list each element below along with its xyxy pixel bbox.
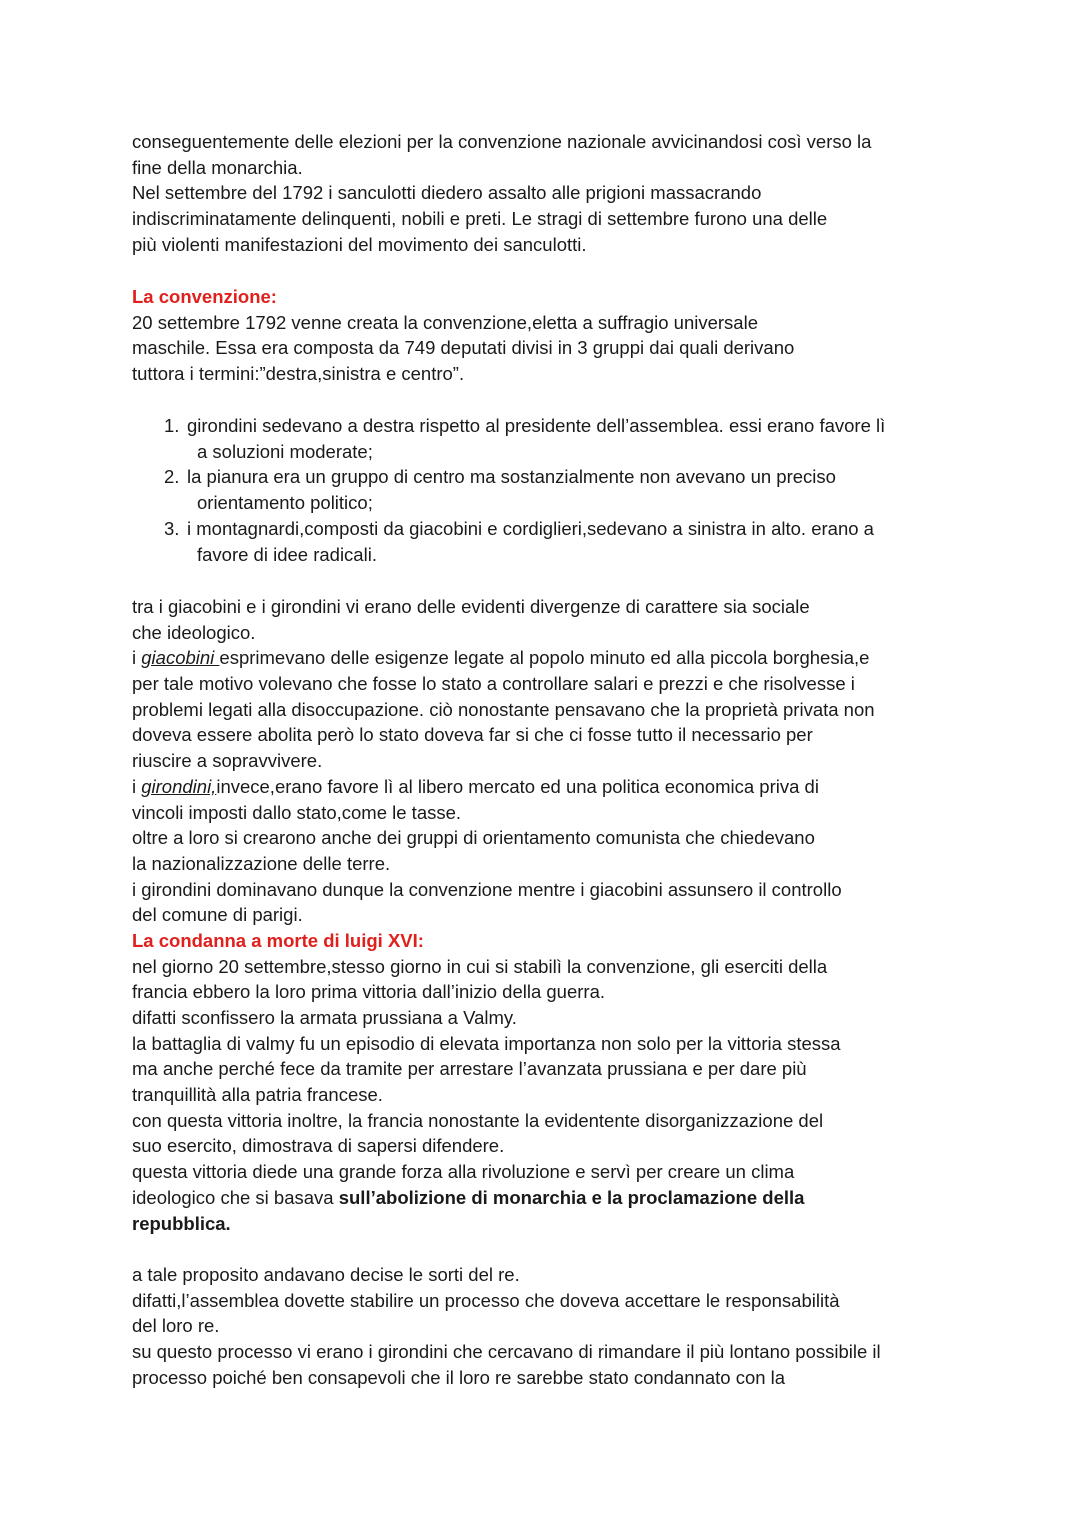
text-line: suo esercito, dimostrava di sapersi difendere. bbox=[132, 1135, 505, 1157]
bold-text: sull’abolizione di monarchia e la proclamazione della bbox=[338, 1186, 805, 1208]
text-fragment: invece,erano favore lì al libero mercato ed una politica economica priva di bbox=[216, 775, 819, 797]
list-text: i montagnardi,composti da giacobini e cordiglieri,sedevano a sinistra in alto. erano a bbox=[187, 517, 874, 539]
list-item bbox=[164, 413, 964, 464]
text-line: su questo processo vi erano i girondini che cercavano di rimandare il più lontano possibile il bbox=[132, 1341, 881, 1363]
numbered-list bbox=[164, 413, 964, 567]
list-number: 1. bbox=[164, 415, 180, 436]
text-fragment: ideologico che si basava bbox=[132, 1186, 339, 1208]
text-fragment: esprimevano delle esigenze legate al popolo minuto ed alla piccola borghesia,e bbox=[219, 647, 870, 669]
list-text: orientamento politico; bbox=[197, 492, 373, 514]
text-line: doveva essere abolita però lo stato doveva far si che ci fosse tutto il necessario per bbox=[132, 724, 813, 746]
text-line: vincoli imposti dallo stato,come le tasse. bbox=[132, 801, 462, 823]
underlined-term-girondini: girondini, bbox=[141, 775, 217, 797]
text-line: francia ebbero la loro prima vittoria dall’inizio della guerra. bbox=[132, 981, 606, 1003]
text-fragment: i bbox=[132, 775, 142, 797]
text-line: più violenti manifestazioni del movimento dei sanculotti. bbox=[132, 233, 587, 255]
text-line: 20 settembre 1792 venne creata la convenzione,eletta a suffragio universale bbox=[132, 311, 758, 333]
text-line: processo poiché ben consapevoli che il loro re sarebbe stato condannato con la bbox=[132, 1366, 786, 1388]
list-text: girondini sedevano a destra rispetto al presidente dell’assemblea. essi erano favore lì bbox=[187, 415, 886, 436]
list-number: 2. bbox=[164, 466, 180, 488]
text-line: maschile. Essa era composta da 749 deputati divisi in 3 gruppi dai quali derivano bbox=[132, 337, 795, 359]
text-line: tranquillità alla patria francese. bbox=[132, 1084, 383, 1106]
text-line: con questa vittoria inoltre, la francia nonostante la evidentente disorganizzazione del bbox=[132, 1109, 824, 1131]
list-text: favore di idee radicali. bbox=[197, 543, 377, 565]
section-convenzione bbox=[132, 284, 962, 387]
text-line: la nazionalizzazione delle terre. bbox=[132, 852, 391, 874]
paragraph-divergenze bbox=[132, 594, 962, 1236]
text-line: per tale motivo volevano che fosse lo stato a controllare salari e prezzi e che risolvesse i bbox=[132, 673, 855, 695]
text-line: questa vittoria diede una grande forza alla rivoluzione e servì per creare un clima bbox=[132, 1161, 795, 1183]
text-line bbox=[132, 1185, 962, 1211]
text-line: i girondini dominavano dunque la convenzione mentre i giacobini assunsero il controllo bbox=[132, 878, 842, 900]
text-line: riuscire a sopravvivere. bbox=[132, 750, 323, 772]
section-heading: La condanna a morte di luigi XVI: bbox=[132, 929, 424, 951]
list-text: la pianura era un gruppo di centro ma sostanzialmente non avevano un preciso bbox=[187, 466, 836, 488]
text-line: indiscriminatamente delinquenti, nobili e preti. Le stragi di settembre furono una delle bbox=[132, 208, 828, 230]
list-item bbox=[164, 516, 964, 567]
text-line: che ideologico. bbox=[132, 621, 256, 643]
text-line: nel giorno 20 settembre,stesso giorno in cui si stabilì la convenzione, gli eserciti della bbox=[132, 955, 828, 977]
text-line bbox=[132, 645, 962, 671]
text-line bbox=[132, 774, 962, 800]
paragraph-processo bbox=[132, 1262, 962, 1390]
text-line: oltre a loro si crearono anche dei gruppi di orientamento comunista che chiedevano bbox=[132, 827, 815, 849]
text-line: tra i giacobini e i girondini vi erano delle evidenti divergenze di carattere sia sociale bbox=[132, 596, 810, 617]
text-line: tuttora i termini:”destra,sinistra e centro”. bbox=[132, 363, 465, 385]
text-line: difatti sconfissero la armata prussiana a Valmy. bbox=[132, 1007, 517, 1028]
bold-text: repubblica. bbox=[132, 1212, 231, 1234]
text-line: difatti,l’assemblea dovette stabilire un processo che doveva accettare le responsabilità bbox=[132, 1289, 840, 1311]
list-item bbox=[164, 464, 964, 515]
text-line: a tale proposito andavano decise le sorti del re. bbox=[132, 1264, 520, 1285]
text-line: problemi legati alla disoccupazione. ciò nonostante pensavano che la proprietà privata non bbox=[132, 698, 875, 720]
text-line: conseguentemente delle elezioni per la convenzione nazionale avvicinandosi così verso la bbox=[132, 131, 872, 152]
section-heading: La convenzione: bbox=[132, 286, 277, 307]
text-line: Nel settembre del 1792 i sanculotti diedero assalto alle prigioni massacrando bbox=[132, 182, 762, 204]
text-fragment: i bbox=[132, 647, 142, 669]
underlined-term-giacobini: giacobini bbox=[141, 647, 220, 669]
list-text: a soluzioni moderate; bbox=[197, 440, 373, 462]
paragraph-sanculotti bbox=[132, 129, 962, 257]
text-line: del comune di parigi. bbox=[132, 904, 303, 926]
text-line: ma anche perché fece da tramite per arrestare l’avanzata prussiana e per dare più bbox=[132, 1058, 807, 1080]
list-number: 3. bbox=[164, 517, 180, 539]
text-line: del loro re. bbox=[132, 1315, 220, 1337]
text-line: la battaglia di valmy fu un episodio di elevata importanza non solo per la vittoria stessa bbox=[132, 1032, 841, 1054]
text-line: fine della monarchia. bbox=[132, 156, 303, 178]
